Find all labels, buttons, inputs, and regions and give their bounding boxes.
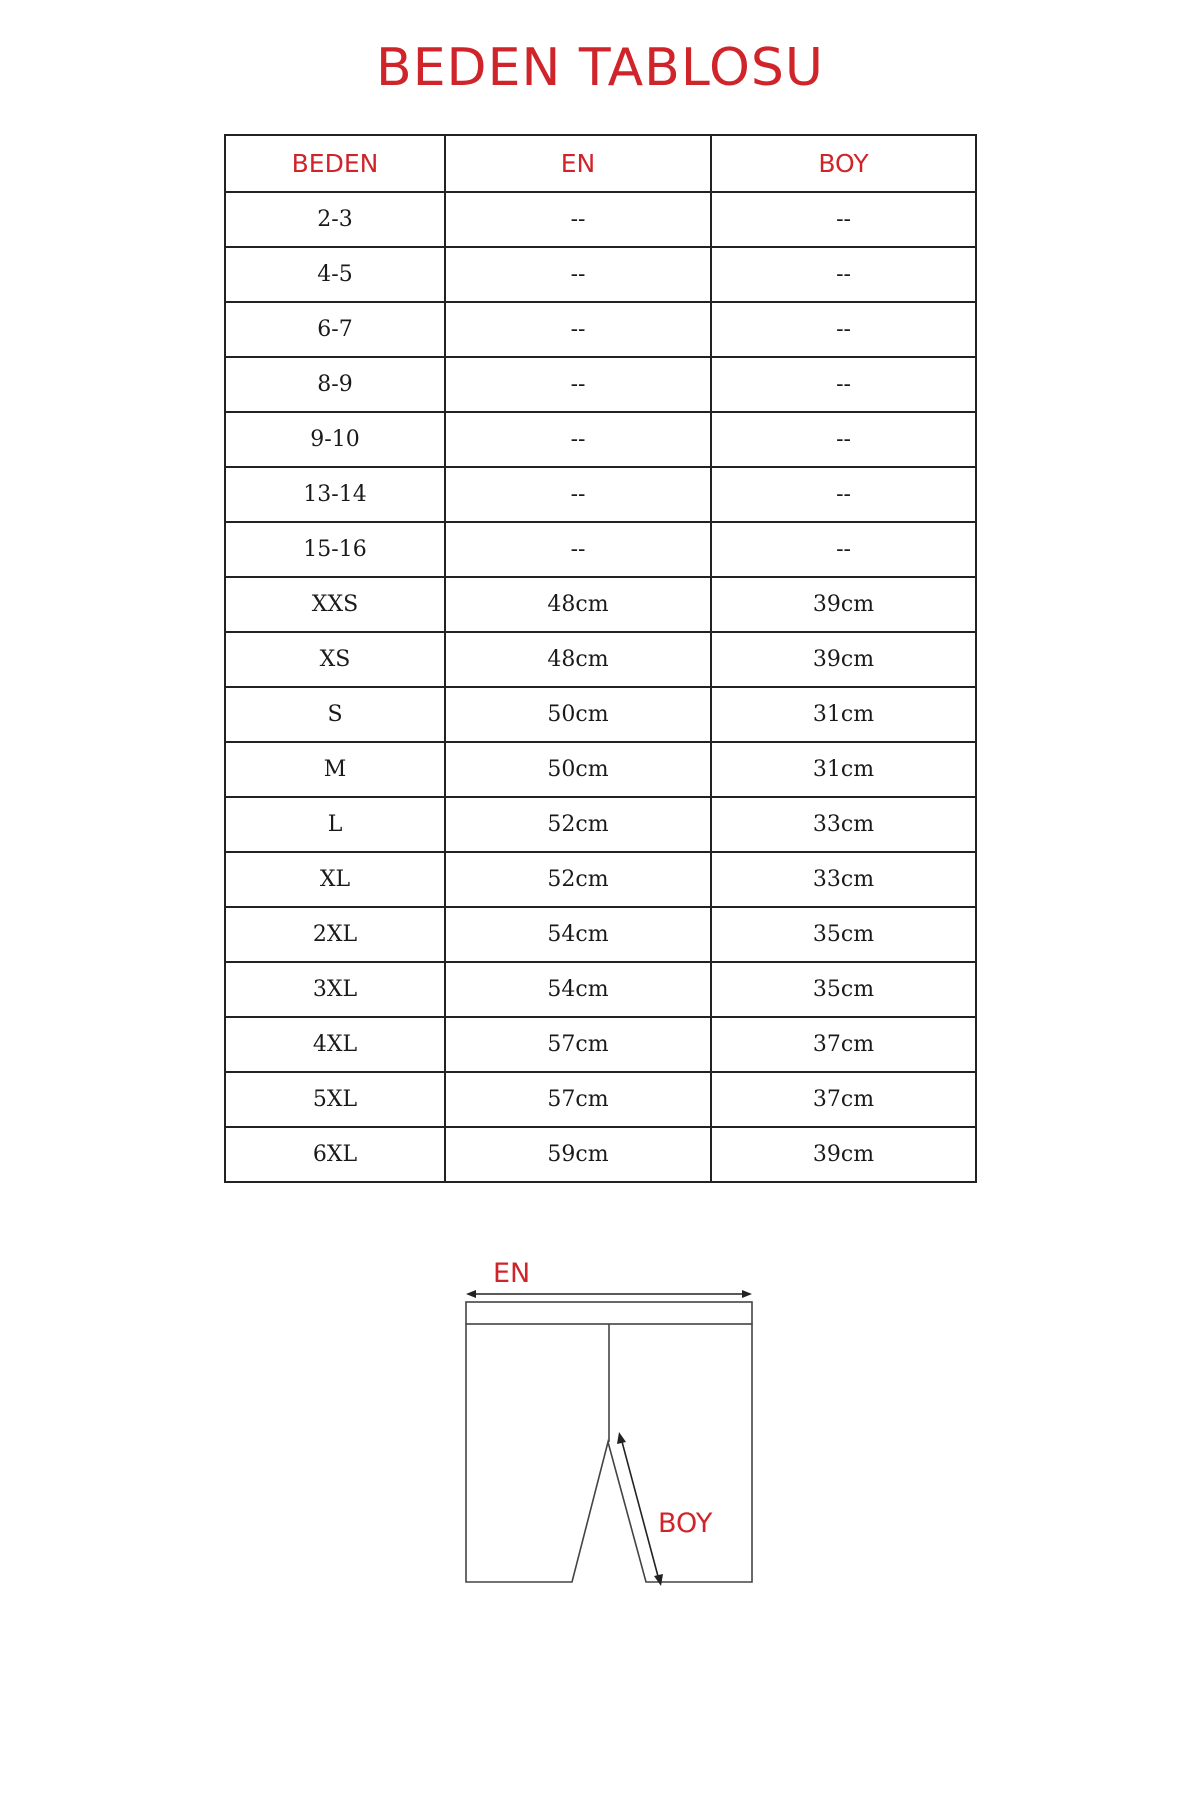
cell-size: XS [225, 632, 445, 687]
table-row [225, 412, 976, 467]
column-header-boy: BOY [711, 135, 976, 192]
table-header-row [225, 135, 976, 192]
shorts-outline [466, 1302, 752, 1582]
table-row [225, 907, 976, 962]
cell-width: -- [445, 467, 711, 522]
page-title: BEDEN TABLOSU [376, 38, 824, 98]
cell-length: -- [711, 192, 976, 247]
cell-size: 3XL [225, 962, 445, 1017]
table-row [225, 1017, 976, 1072]
table-row [225, 522, 976, 577]
cell-width: -- [445, 522, 711, 577]
cell-width: 52cm [445, 797, 711, 852]
cell-width: 59cm [445, 1127, 711, 1182]
cell-length: 37cm [711, 1017, 976, 1072]
cell-size: S [225, 687, 445, 742]
cell-size: 4-5 [225, 247, 445, 302]
table-row [225, 467, 976, 522]
length-label: BOY [658, 1508, 713, 1539]
cell-length: 31cm [711, 687, 976, 742]
table-row [225, 852, 976, 907]
cell-size: 6XL [225, 1127, 445, 1182]
cell-size: 2-3 [225, 192, 445, 247]
size-table [224, 134, 977, 1183]
cell-length: 35cm [711, 907, 976, 962]
cell-size: XL [225, 852, 445, 907]
cell-size: 9-10 [225, 412, 445, 467]
cell-size: 6-7 [225, 302, 445, 357]
cell-length: -- [711, 412, 976, 467]
cell-length: -- [711, 357, 976, 412]
table-row [225, 687, 976, 742]
table-row [225, 577, 976, 632]
cell-width: 50cm [445, 687, 711, 742]
cell-size: L [225, 797, 445, 852]
table-row [225, 357, 976, 412]
cell-width: 54cm [445, 962, 711, 1017]
table-row [225, 797, 976, 852]
cell-size: 8-9 [225, 357, 445, 412]
table-row [225, 742, 976, 797]
table-row [225, 632, 976, 687]
cell-size: 15-16 [225, 522, 445, 577]
cell-length: 37cm [711, 1072, 976, 1127]
cell-width: -- [445, 192, 711, 247]
cell-width: -- [445, 302, 711, 357]
cell-size: 5XL [225, 1072, 445, 1127]
table-row [225, 247, 976, 302]
table-row [225, 1127, 976, 1182]
cell-length: 39cm [711, 1127, 976, 1182]
column-header-beden: BEDEN [225, 135, 445, 192]
cell-width: 48cm [445, 577, 711, 632]
cell-width: -- [445, 357, 711, 412]
cell-width: 57cm [445, 1072, 711, 1127]
cell-size: XXS [225, 577, 445, 632]
cell-length: 33cm [711, 797, 976, 852]
cell-width: -- [445, 247, 711, 302]
cell-size: 13-14 [225, 467, 445, 522]
shorts-measurement-diagram [0, 1260, 1200, 1620]
table-row [225, 962, 976, 1017]
cell-length: 35cm [711, 962, 976, 1017]
cell-length: -- [711, 247, 976, 302]
table-body [225, 192, 976, 1182]
cell-width: 48cm [445, 632, 711, 687]
cell-width: 57cm [445, 1017, 711, 1072]
width-label: EN [493, 1260, 531, 1289]
cell-size: 2XL [225, 907, 445, 962]
cell-length: 39cm [711, 632, 976, 687]
cell-length: 33cm [711, 852, 976, 907]
cell-width: 52cm [445, 852, 711, 907]
width-arrow [466, 1290, 752, 1298]
cell-size: 4XL [225, 1017, 445, 1072]
cell-length: 39cm [711, 577, 976, 632]
cell-width: -- [445, 412, 711, 467]
cell-length: -- [711, 522, 976, 577]
cell-length: 31cm [711, 742, 976, 797]
cell-width: 54cm [445, 907, 711, 962]
cell-length: -- [711, 302, 976, 357]
column-header-en: EN [445, 135, 711, 192]
cell-width: 50cm [445, 742, 711, 797]
table-row [225, 1072, 976, 1127]
cell-length: -- [711, 467, 976, 522]
table-row [225, 192, 976, 247]
table-row [225, 302, 976, 357]
cell-size: M [225, 742, 445, 797]
